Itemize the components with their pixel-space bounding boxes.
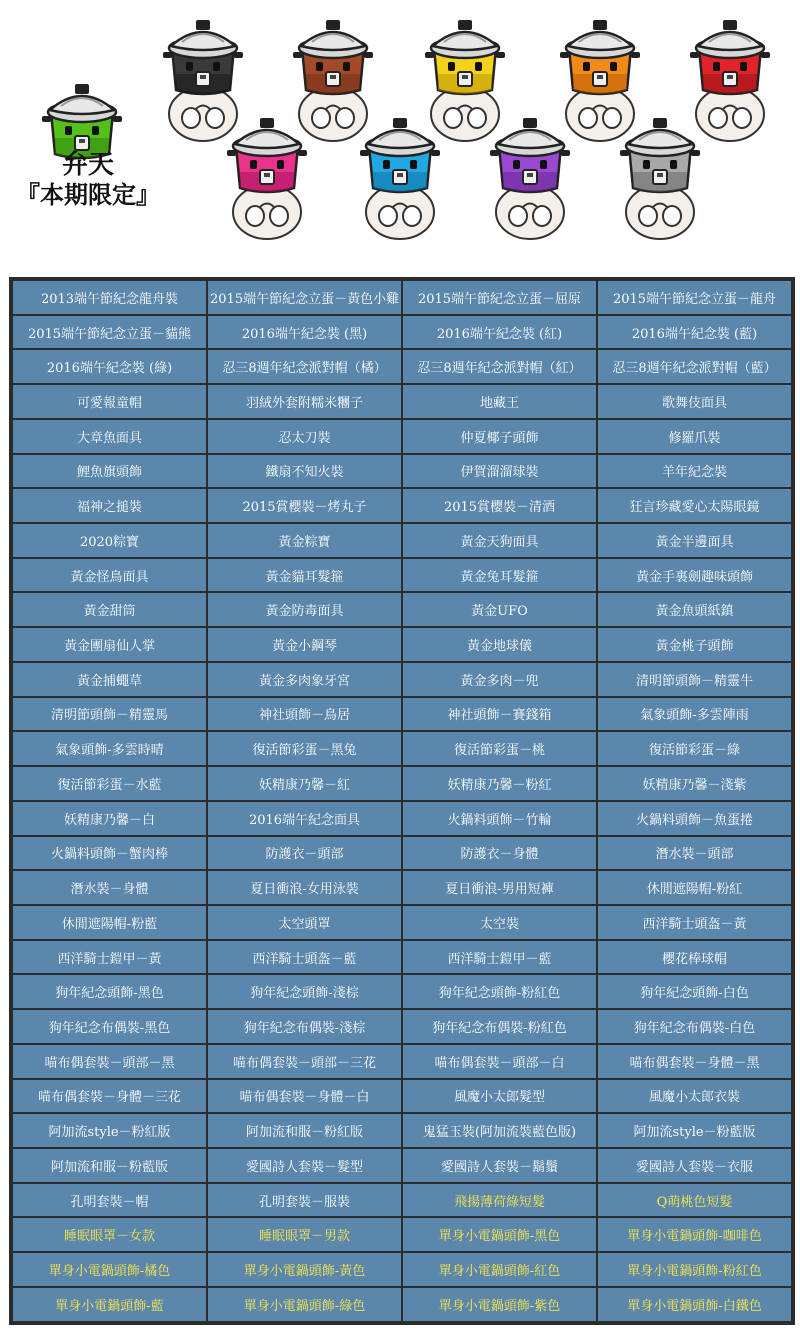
item-cell: 2016端午紀念面具	[208, 802, 401, 835]
item-cell: 黃金捕蠅草	[13, 663, 206, 696]
item-cell: 黃金貓耳髮箍	[208, 559, 401, 592]
item-cell: 大章魚面具	[13, 420, 206, 453]
item-cell: 睡眠眼罩－男款	[208, 1218, 401, 1251]
item-cell: 休閒遮陽帽-粉藍	[13, 906, 206, 939]
item-cell: 黃金多肉象牙宮	[208, 663, 401, 696]
item-cell: 仲夏椰子頭飾	[403, 420, 596, 453]
item-cell: 黃金UFO	[403, 593, 596, 626]
rice-cooker-purple-icon	[485, 112, 575, 242]
item-cell: 愛國詩人套裝－衣服	[598, 1149, 791, 1182]
item-cell: 防護衣－頭部	[208, 837, 401, 870]
item-cell: 妖精康乃馨－淺紫	[598, 767, 791, 800]
item-cell: 復活節彩蛋－桃	[403, 732, 596, 765]
table-row	[13, 1288, 791, 1321]
item-cell: 復活節彩蛋－水藍	[13, 767, 206, 800]
item-cell: 黃金桃子頭飾	[598, 628, 791, 661]
item-cell: 西洋騎士頭盔－黃	[598, 906, 791, 939]
item-cell: 黃金半邊面具	[598, 524, 791, 557]
table-row	[13, 767, 791, 800]
item-cell: 飛揚薄荷綠短髮	[403, 1184, 596, 1217]
item-cell: 狗年紀念頭飾-淺棕	[208, 975, 401, 1008]
item-cell: 復活節彩蛋－綠	[598, 732, 791, 765]
item-cell: 狗年紀念頭飾-白色	[598, 975, 791, 1008]
item-cell: 風魔小太郎衣裝	[598, 1080, 791, 1113]
item-cell: 黃金粽寶	[208, 524, 401, 557]
table-row	[13, 281, 791, 314]
item-cell: 單身小電鍋頭飾-黃色	[208, 1253, 401, 1286]
table-row	[13, 350, 791, 383]
item-cell: 單身小電鍋頭飾-橘色	[13, 1253, 206, 1286]
item-cell: 喵布偶套裝－頭部－黑	[13, 1045, 206, 1078]
item-cell: 阿加流style－粉藍版	[598, 1114, 791, 1147]
item-cell: 太空頭罩	[208, 906, 401, 939]
item-cell: 阿加流和服－粉紅版	[208, 1114, 401, 1147]
item-cell: 黃金小鋼琴	[208, 628, 401, 661]
item-table	[11, 279, 793, 1323]
item-cell: 黃金甜筒	[13, 593, 206, 626]
item-cell: 黃金兔耳髮箍	[403, 559, 596, 592]
item-cell: 狗年紀念布偶裝-淺棕	[208, 1010, 401, 1043]
item-cell: 火鍋料頭飾－魚蛋捲	[598, 802, 791, 835]
table-row	[13, 975, 791, 1008]
table-row	[13, 524, 791, 557]
item-cell: 單身小電鍋頭飾-粉紅色	[598, 1253, 791, 1286]
item-cell: 忍三8週年紀念派對帽（紅）	[403, 350, 596, 383]
item-cell: 清明節頭飾－精靈牛	[598, 663, 791, 696]
item-cell: 黃金防毒面具	[208, 593, 401, 626]
item-cell: 喵布偶套裝－身體－白	[208, 1080, 401, 1113]
item-cell: 2016端午紀念裝 (藍)	[598, 316, 791, 349]
item-cell: 單身小電鍋頭飾-紫色	[403, 1288, 596, 1321]
item-cell: 櫻花棒球帽	[598, 941, 791, 974]
item-cell: 福神之搥裝	[13, 489, 206, 522]
item-cell: 忍三8週年紀念派對帽（藍）	[598, 350, 791, 383]
item-cell: 夏日衝浪-女用泳裝	[208, 871, 401, 904]
item-cell: 阿加流style－粉紅版	[13, 1114, 206, 1147]
item-cell: 阿加流和服－粉藍版	[13, 1149, 206, 1182]
table-row	[13, 1218, 791, 1251]
table-row	[13, 593, 791, 626]
rice-cooker-pink-icon	[222, 112, 312, 242]
item-cell: 狗年紀念布偶裝-白色	[598, 1010, 791, 1043]
rice-cooker-blue-icon	[355, 112, 445, 242]
table-row	[13, 1010, 791, 1043]
item-cell: 西洋騎士頭盔－藍	[208, 941, 401, 974]
item-cell: 防護衣－身體	[403, 837, 596, 870]
item-cell: 太空裝	[403, 906, 596, 939]
item-cell: 黃金手裏劍趣味頭飾	[598, 559, 791, 592]
table-row	[13, 663, 791, 696]
item-cell: 狂言珍藏愛心太陽眼鏡	[598, 489, 791, 522]
item-cell: 妖精康乃馨－白	[13, 802, 206, 835]
item-cell: 單身小電鍋頭飾-白鐵色	[598, 1288, 791, 1321]
item-cell: 潛水裝－身體	[13, 871, 206, 904]
item-cell: 地藏王	[403, 385, 596, 418]
item-cell: Q萌桃色短髮	[598, 1184, 791, 1217]
item-cell: 神社頭飾－鳥居	[208, 698, 401, 731]
table-row	[13, 698, 791, 731]
item-cell: 修羅爪裝	[598, 420, 791, 453]
item-cell: 孔明套裝－帽	[13, 1184, 206, 1217]
table-row	[13, 489, 791, 522]
table-row	[13, 732, 791, 765]
item-cell: 風魔小太郎髮型	[403, 1080, 596, 1113]
item-cell: 氣象頭飾-多雲陣雨	[598, 698, 791, 731]
item-cell: 忍太刀裝	[208, 420, 401, 453]
item-cell: 2016端午紀念裝 (黑)	[208, 316, 401, 349]
item-cell: 清明節頭飾－精靈馬	[13, 698, 206, 731]
item-cell: 妖精康乃馨－粉紅	[403, 767, 596, 800]
item-cell: 休閒遮陽帽-粉紅	[598, 871, 791, 904]
item-cell: 黃金怪鳥面具	[13, 559, 206, 592]
item-cell: 單身小電鍋頭飾-咖啡色	[598, 1218, 791, 1251]
item-cell: 睡眠眼罩－女款	[13, 1218, 206, 1251]
item-cell: 單身小電鍋頭飾-黑色	[403, 1218, 596, 1251]
table-row	[13, 420, 791, 453]
caption	[8, 150, 168, 210]
item-cell: 2020粽寶	[13, 524, 206, 557]
item-cell: 2015端午節紀念立蛋－龍舟	[598, 281, 791, 314]
caption-title: 弁天	[61, 150, 114, 180]
item-cell: 鯉魚旗頭飾	[13, 455, 206, 488]
item-cell: 狗年紀念頭飾-粉紅色	[403, 975, 596, 1008]
item-cell: 單身小電鍋頭飾-綠色	[208, 1288, 401, 1321]
table-row	[13, 628, 791, 661]
table-row	[13, 385, 791, 418]
item-cell: 可愛報童帽	[13, 385, 206, 418]
item-cell: 氣象頭飾-多雲時晴	[13, 732, 206, 765]
item-cell: 火鍋料頭飾－蟹肉棒	[13, 837, 206, 870]
item-cell: 喵布偶套裝－頭部－白	[403, 1045, 596, 1078]
table-row	[13, 1080, 791, 1113]
table-row	[13, 1045, 791, 1078]
item-cell: 2013端午節紀念龍舟裝	[13, 281, 206, 314]
item-cell: 狗年紀念布偶裝-粉紅色	[403, 1010, 596, 1043]
table-row	[13, 1114, 791, 1147]
item-cell: 妖精康乃馨－紅	[208, 767, 401, 800]
item-cell: 喵布偶套裝－身體－黑	[598, 1045, 791, 1078]
item-cell: 2015端午節紀念立蛋－屈原	[403, 281, 596, 314]
table-row	[13, 316, 791, 349]
item-cell: 伊賀溜溜球裝	[403, 455, 596, 488]
table-row	[13, 1149, 791, 1182]
item-cell: 2015端午節紀念立蛋－黃色小雞	[208, 281, 401, 314]
table-row	[13, 941, 791, 974]
item-cell: 黃金天狗面具	[403, 524, 596, 557]
item-cell: 單身小電鍋頭飾-藍	[13, 1288, 206, 1321]
item-cell: 羊年紀念裝	[598, 455, 791, 488]
table-row	[13, 559, 791, 592]
table-row	[13, 455, 791, 488]
item-cell: 孔明套裝－服裝	[208, 1184, 401, 1217]
caption-subtitle: 『本期限定』	[16, 181, 160, 209]
item-cell: 愛國詩人套裝－鬍鬚	[403, 1149, 596, 1182]
item-cell: 西洋騎士鎧甲－藍	[403, 941, 596, 974]
table-row	[13, 1253, 791, 1286]
rice-cooker-white-iron-icon	[615, 112, 705, 242]
item-cell: 喵布偶套裝－身體－三花	[13, 1080, 206, 1113]
item-cell: 狗年紀念布偶裝-黑色	[13, 1010, 206, 1043]
item-cell: 火鍋料頭飾－竹輪	[403, 802, 596, 835]
item-cell: 2015賞櫻裝－烤丸子	[208, 489, 401, 522]
item-cell: 潛水裝－頭部	[598, 837, 791, 870]
item-cell: 夏日衝浪-男用短褲	[403, 871, 596, 904]
item-cell: 神社頭飾－賽錢箱	[403, 698, 596, 731]
item-cell: 黃金地球儀	[403, 628, 596, 661]
item-cell: 黃金魚頭紙鎮	[598, 593, 791, 626]
item-cell: 喵布偶套裝－頭部－三花	[208, 1045, 401, 1078]
item-cell: 2015賞櫻裝－清酒	[403, 489, 596, 522]
item-cell: 單身小電鍋頭飾-紅色	[403, 1253, 596, 1286]
item-cell: 忍三8週年紀念派對帽（橘）	[208, 350, 401, 383]
item-cell: 歌舞伎面具	[598, 385, 791, 418]
item-cell: 復活節彩蛋－黑兔	[208, 732, 401, 765]
item-cell: 西洋騎士鎧甲－黃	[13, 941, 206, 974]
item-grid	[9, 277, 795, 1325]
table-row	[13, 802, 791, 835]
item-cell: 2016端午紀念裝 (綠)	[13, 350, 206, 383]
item-cell: 愛國詩人套裝－髮型	[208, 1149, 401, 1182]
item-cell: 鬼猛玉裝(阿加流裝藍色版)	[403, 1114, 596, 1147]
item-cell: 2015端午節紀念立蛋－貓熊	[13, 316, 206, 349]
table-row	[13, 837, 791, 870]
item-cell: 狗年紀念頭飾-黑色	[13, 975, 206, 1008]
item-cell: 黃金多肉－兜	[403, 663, 596, 696]
item-cell: 黃金團扇仙人掌	[13, 628, 206, 661]
item-cell: 2016端午紀念裝 (紅)	[403, 316, 596, 349]
table-row	[13, 906, 791, 939]
table-row	[13, 871, 791, 904]
table-row	[13, 1184, 791, 1217]
header-banner	[0, 0, 800, 270]
item-cell: 羽絨外套附糯米糰子	[208, 385, 401, 418]
item-cell: 鐵扇不知火裝	[208, 455, 401, 488]
